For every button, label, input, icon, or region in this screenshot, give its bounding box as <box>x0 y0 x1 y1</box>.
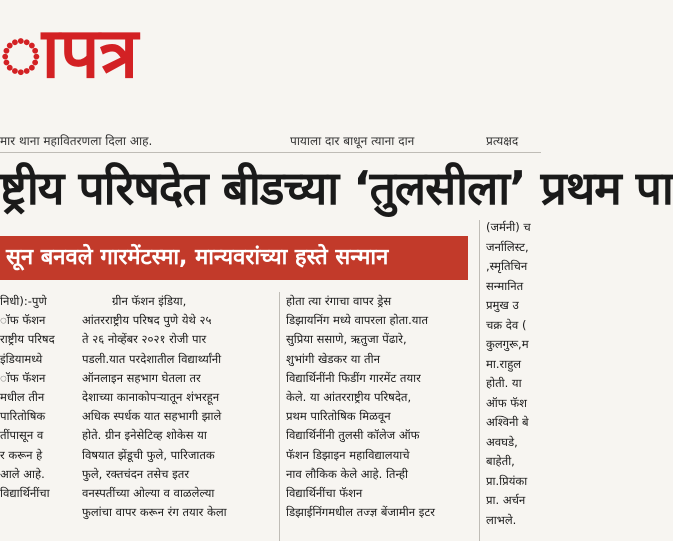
text-line: डिझाईनिंगमधील तज्ज्ञ बेंजामीन इटर <box>286 505 435 520</box>
text-line: विद्यार्थिनींनी तुलसी कॉलेज ऑफ <box>286 428 420 443</box>
text-line: ॉफ फॅशन <box>0 370 46 385</box>
text-line: प्रा.प्रियंका <box>486 473 528 488</box>
text-line: इंडियामध्ये <box>0 351 43 366</box>
text-line: ऑफ फॅश <box>486 395 527 410</box>
text-line: लाभले. <box>486 512 517 527</box>
text-line: (जर्मनी) च <box>486 220 531 234</box>
text-line: निधी):-पुणे <box>0 294 47 308</box>
side-column-bottom <box>486 296 541 530</box>
text-line: ॉफ फॅशन <box>0 313 46 328</box>
article-subheadline-banner: सून बनवले गारमेंटस्मा, मान्यवरांच्या हस्ते सन्मान <box>0 236 468 280</box>
article-column-3 <box>286 292 472 522</box>
text-line: केले. या आंतरराष्ट्रीय परिषदेत, <box>286 390 412 405</box>
text-line: नाव लौकिक केले आहे. तिन्ही <box>286 466 408 481</box>
previous-article-text-left: मार थाना महावितरणला दिला आह. <box>0 134 153 148</box>
text-line: सुप्रिया ससाणे, ऋतुजा पेंढारे, <box>286 332 407 347</box>
text-line: वनस्पतींच्या ओल्या व वाळलेल्या <box>82 486 215 501</box>
side-column-top <box>486 218 541 296</box>
article-column-1 <box>0 292 74 503</box>
text-line: मा.राहुल <box>486 356 522 371</box>
text-line: मधील तीन <box>0 390 45 405</box>
text-line: अवघडे, <box>486 434 518 449</box>
text-line: फुले, रक्तचंदन तसेच इतर <box>82 466 190 481</box>
text-line: फुलांचा वापर करून रंग तयार केला <box>82 505 227 520</box>
text-line: होते. ग्रीन इनेसेटिव्ह शोकेस या <box>82 428 207 443</box>
text-line: प्रा. अर्चन <box>486 493 526 507</box>
text-line: तींपासून व <box>0 428 44 443</box>
text-line: विषयात झेंडूची फुले, पारिजातक <box>82 447 215 462</box>
text-line: पारितोषिक <box>0 409 46 424</box>
text-line: आले आहे. <box>0 466 45 481</box>
text-line: आंतरराष्ट्रीय परिषद पुणे येथे २५ <box>82 313 212 328</box>
text-line: होती. या <box>486 376 522 390</box>
text-line: ,स्मृतिचिन <box>486 259 528 273</box>
text-line: चक्र देव ( <box>486 317 527 332</box>
text-line: ते २६ नोव्हेंबर २०२१ रोजी पार <box>82 332 207 347</box>
text-line: विद्यार्थिनींनी फिडींग गारमेंट तयार <box>286 370 421 385</box>
text-line: ग्रीन फॅशन इंडिया, <box>112 294 187 308</box>
text-line: शुभांगी खेडकर या तीन <box>286 351 380 366</box>
text-line: प्रमुख उ <box>486 298 519 312</box>
column-divider <box>279 292 280 541</box>
text-line: होता त्या रंगाचा वापर ड्रेस <box>286 294 392 308</box>
text-line: सन्मानित <box>486 278 524 293</box>
text-line: प्रथम पारितोषिक मिळवून <box>286 409 391 424</box>
text-line: कुलगुरू,म <box>486 337 529 351</box>
text-line: डिझायनिंग मध्ये वापरला होता.यात <box>286 313 429 328</box>
text-line: विद्यार्थिनींचा फॅशन <box>286 486 363 501</box>
previous-article-text-middle: पायाला दार बाधून त्याना दान <box>290 134 415 148</box>
horizontal-rule <box>0 152 541 153</box>
newspaper-masthead: ापत्र <box>0 11 139 94</box>
text-line: र करून हे <box>0 447 43 462</box>
text-line: पडली.यात परदेशातील विद्यार्थ्यांनी <box>82 351 222 366</box>
previous-article-text-right: प्रत्यक्षद <box>486 134 519 148</box>
text-line: विद्यार्थिनींचा <box>0 486 50 501</box>
text-line: जर्नालिस्ट, <box>486 239 529 254</box>
text-line: बाहेती, <box>486 454 515 468</box>
text-line: अश्विनी बे <box>486 415 529 429</box>
column-divider <box>479 220 480 541</box>
article-headline: ष्ट्रीय परिषदेत बीडच्या ‘तुलसीला’ प्रथम पा <box>0 161 673 215</box>
text-line: अधिक स्पर्धक यात सहभागी झाले <box>82 409 222 424</box>
text-line: फॅशन डिझाइन महाविद्यालयाचे <box>286 447 410 462</box>
text-line: देशाच्या कानाकोपऱ्यातून शंभरहून <box>82 390 220 405</box>
text-line: ऑनलाइन सहभाग घेतला तर <box>82 370 201 385</box>
article-column-2 <box>82 292 274 522</box>
text-line: राष्ट्रीय परिषद <box>0 332 55 347</box>
